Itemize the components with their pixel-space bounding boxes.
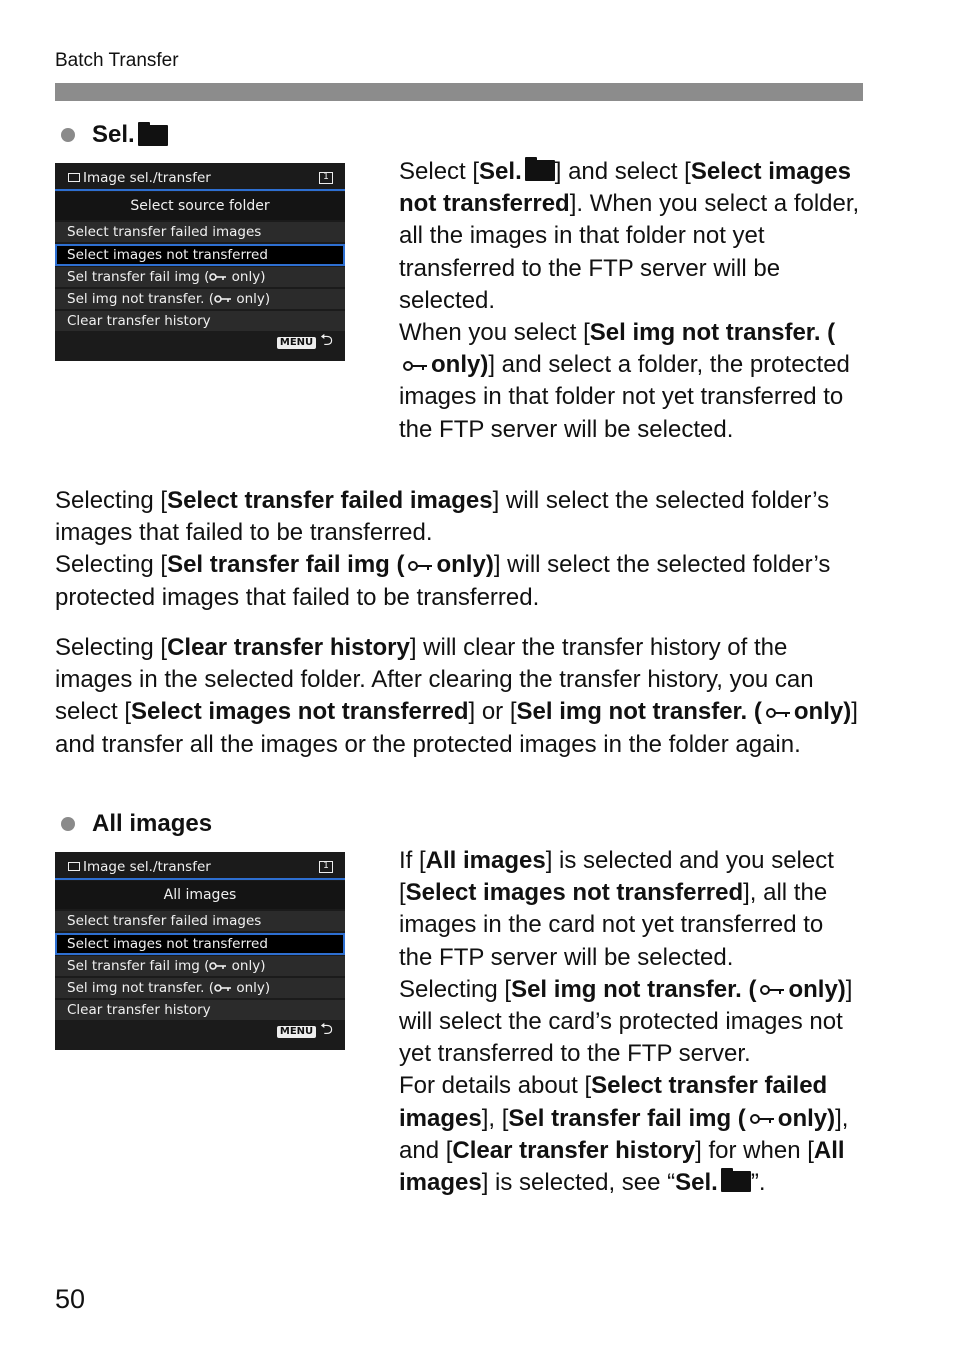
- menu-button[interactable]: MENU: [277, 1026, 316, 1038]
- key-icon: [209, 961, 227, 971]
- key-icon: [407, 559, 433, 573]
- card-number-icon: 1: [319, 172, 333, 184]
- screen-title-bar: Image sel./transfer 1: [55, 163, 345, 191]
- sel-folder-description: Select [Sel. ] and select [Select images not transferred]. When you select a folder, all the images in that folder not yet transferred to the FTP server will be selected. When you select [Sel img not transfer. (only)] and select a folder, the protected images in that folder not yet transferred to the FTP server will be selected.: [399, 158, 860, 443]
- menu-item-clear-history[interactable]: Clear transfer history: [55, 1000, 345, 1021]
- page-number: 50: [55, 1284, 86, 1314]
- return-icon: ⮌: [320, 330, 333, 349]
- menu-item-sel-fail-protected[interactable]: Sel transfer fail img ( only): [55, 956, 345, 977]
- screen-footer: [277, 329, 333, 356]
- sel-folder-heading: Sel.: [61, 121, 168, 149]
- screen-footer: [277, 1018, 333, 1045]
- menu-item-sel-not-transfer-protected[interactable]: Sel img not transfer. ( only): [55, 978, 345, 999]
- key-icon: [765, 706, 791, 720]
- screen-subtitle[interactable]: All images: [55, 881, 345, 909]
- menu-button[interactable]: MENU: [277, 337, 316, 349]
- camera-screen-all-images: [55, 852, 345, 1050]
- menu-item-select-not-transferred[interactable]: Select images not transferred: [55, 933, 345, 955]
- card-number-icon: 1: [319, 861, 333, 873]
- key-icon: [759, 983, 785, 997]
- header-rule: [55, 83, 863, 101]
- menu-item-select-not-transferred[interactable]: Select images not transferred: [55, 244, 345, 266]
- section-header: Batch Transfer: [55, 50, 179, 71]
- menu-item-sel-fail-protected[interactable]: Sel transfer fail img ( only): [55, 267, 345, 288]
- bullet-icon: [61, 128, 75, 142]
- key-icon: [214, 983, 232, 993]
- menu-item-sel-not-transfer-protected[interactable]: Sel img not transfer. ( only): [55, 289, 345, 310]
- key-icon: [209, 272, 227, 282]
- menu-item-select-failed[interactable]: Select transfer failed images: [55, 222, 345, 243]
- clear-history-paragraph: Selecting [Clear transfer history] will clear the transfer history of the images in the selected folder. After clearing the transfer history, you can select [Select images not transferred] or [Sel img not transfer. ( only)] and transfer all the images or the protected images in the folder again.: [55, 634, 858, 758]
- folder-icon: [138, 125, 168, 146]
- screen-subtitle[interactable]: Select source folder: [55, 192, 345, 220]
- all-images-heading: All images: [61, 810, 212, 838]
- key-icon: [749, 1112, 775, 1126]
- transfer-icon: [68, 862, 80, 871]
- folder-icon: [525, 160, 555, 181]
- menu-item-select-failed[interactable]: Select transfer failed images: [55, 911, 345, 932]
- return-icon: ⮌: [320, 1019, 333, 1038]
- key-icon: [402, 359, 428, 373]
- key-icon: [214, 294, 232, 304]
- folder-icon: [721, 1171, 751, 1192]
- transfer-icon: [68, 173, 80, 182]
- bullet-icon: [61, 817, 75, 831]
- screen-title-bar: Image sel./transfer 1: [55, 852, 345, 880]
- all-images-description: If [All images] is selected and you select [Select images not transferred], all the images in the card not yet transferred to the FTP server will be selected. Selecting [Sel img not transfer. ( only)] will select the card’s protected images not yet transferred to the FTP server. For details about [Select transfer failed images], [Sel transfer fail img ( only)], and [Clear transfer history] for when [All images] is selected, see “Sel. ”.: [399, 847, 853, 1197]
- camera-screen-sel-folder: [55, 163, 345, 361]
- menu-item-clear-history[interactable]: Clear transfer history: [55, 311, 345, 332]
- failed-images-paragraph: Selecting [Select transfer failed images] will select the selected folder’s images that failed to be transferred. Selecting [Sel transfer fail img ( only)] will select the selected folder’s protected images that failed to be transferred.: [55, 487, 831, 611]
